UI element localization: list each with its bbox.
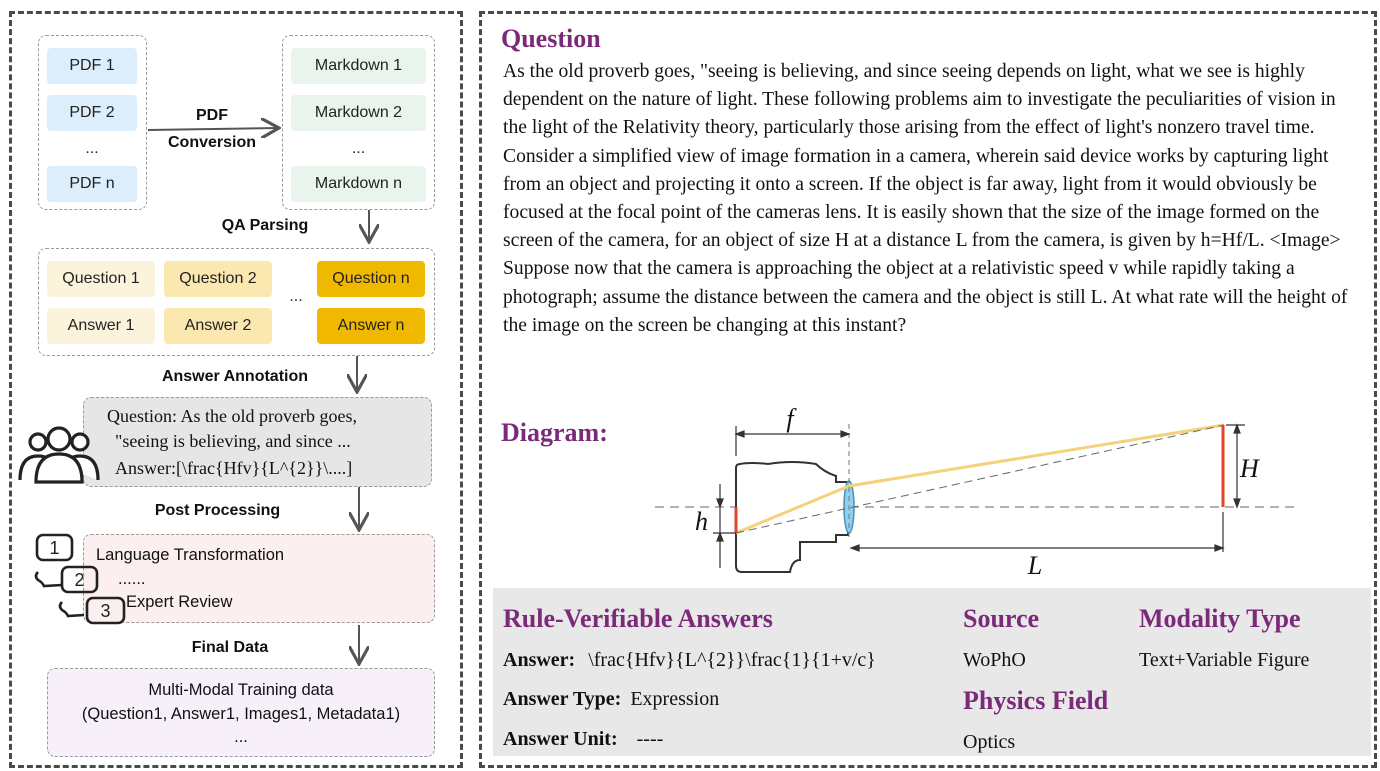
- answer-item-n: Answer n: [317, 308, 425, 344]
- label-H: H: [1240, 454, 1259, 483]
- final-data-line-1: Multi-Modal Training data: [148, 681, 334, 699]
- question-paragraph-2: Suppose now that the camera is approaching the object at a relativistic speed v while rapidly taking a photograph; assume the distance between the camera and the object is still L. At what rate will the height of the image on the screen be changing at this instant?: [503, 258, 1348, 336]
- answer-item-2: Answer 2: [164, 308, 272, 344]
- answer-label: Answer:: [503, 649, 576, 671]
- answer-row: [503, 649, 876, 672]
- markdown-item-1: Markdown 1: [291, 48, 426, 84]
- post-processing-label: Post Processing: [154, 502, 281, 519]
- physics-field-value: Optics: [963, 731, 1016, 753]
- question-text: [503, 58, 1363, 340]
- arrow-pdf-to-markdown: [148, 128, 277, 130]
- modality-heading: Modality Type: [1139, 604, 1301, 633]
- diagram-heading: Diagram:: [501, 418, 608, 447]
- answer-item-1: Answer 1: [47, 308, 155, 344]
- question-item-2: Question 2: [164, 261, 272, 297]
- question-item-n: Question n: [317, 261, 425, 297]
- answer-unit-row: [503, 728, 663, 751]
- label-f: f: [786, 404, 794, 433]
- post-step-ellipsis: ......: [118, 570, 146, 588]
- camera-optics-diagram: [640, 400, 1320, 585]
- step-number-2: 2: [74, 570, 85, 590]
- final-data-line-3: ...: [234, 728, 248, 746]
- question-item-1: Question 1: [47, 261, 155, 297]
- answer-unit-label: Answer Unit:: [503, 728, 618, 750]
- source-heading: Source: [963, 604, 1040, 633]
- annotation-line-2: "seeing is believing, and since ...: [115, 431, 351, 451]
- pdf-ellipsis: ...: [85, 140, 99, 157]
- label-L: L: [1027, 551, 1043, 580]
- pdf-item-1: PDF 1: [47, 48, 137, 84]
- qa-ellipsis: ...: [289, 288, 303, 305]
- markdown-ellipsis: ...: [351, 140, 366, 157]
- pipeline-arrows: [0, 0, 470, 771]
- camera-body: [736, 462, 848, 572]
- pdf-conversion-label-2: Conversion: [167, 134, 256, 151]
- rule-verifiable-heading: Rule-Verifiable Answers: [503, 604, 773, 633]
- label-h: h: [695, 507, 708, 536]
- source-value: WoPhO: [963, 649, 1026, 671]
- question-paragraph-1: As the old proverb goes, "seeing is believing, and since seeing depends on light, what we see is highly dependent on the nature of light. These following problems aim to investigate the peculiarities of vision in the light of the Relativity theory, particularly those arising from the effect of light's nonzero travel time. Consider a simplified view of image formation in a camera, wherein said device works by capturing light from an object and projecting it onto a screen. If the object is far away, light from it would obviously be focused at the focal point of the cameras lens. It is easily shown that the size of the image formed on the screen of the camera, for an object of size H at a distance L from the camera, is given by h=Hf/L. <Image>: [503, 61, 1341, 252]
- step-number-3: 3: [100, 601, 111, 621]
- answer-type-label: Answer Type:: [503, 688, 622, 710]
- answer-value: \frac{Hfv}{L^{2}}\frac{1}{1+v/c}: [588, 649, 876, 671]
- final-data-line-2: (Question1, Answer1, Images1, Metadata1): [81, 705, 401, 723]
- answer-type-row: [503, 688, 719, 711]
- pdf-item-2: PDF 2: [47, 95, 137, 131]
- answer-type-value: Expression: [630, 688, 720, 710]
- pdf-item-n: PDF n: [47, 166, 137, 202]
- final-data-label: Final Data: [191, 639, 269, 656]
- modality-value: Text+Variable Figure: [1139, 649, 1310, 671]
- step-number-1: 1: [49, 538, 60, 558]
- markdown-item-2: Markdown 2: [291, 95, 426, 131]
- annotation-line-3: Answer:[\frac{Hfv}{L^{2}}\....]: [115, 458, 353, 478]
- post-step-expert: Expert Review: [126, 593, 233, 611]
- question-heading: Question: [501, 24, 601, 53]
- markdown-item-n: Markdown n: [291, 166, 426, 202]
- qa-parsing-label: QA Parsing: [221, 217, 309, 234]
- answer-annotation-label: Answer Annotation: [161, 368, 309, 385]
- light-ray-top: [849, 425, 1224, 486]
- pdf-conversion-label-1: PDF: [196, 107, 228, 124]
- annotation-line-1: Question: As the old proverb goes,: [107, 406, 357, 426]
- physics-field-heading: Physics Field: [963, 686, 1109, 715]
- answer-unit-value: ----: [636, 728, 664, 750]
- post-step-language: Language Transformation: [96, 546, 285, 564]
